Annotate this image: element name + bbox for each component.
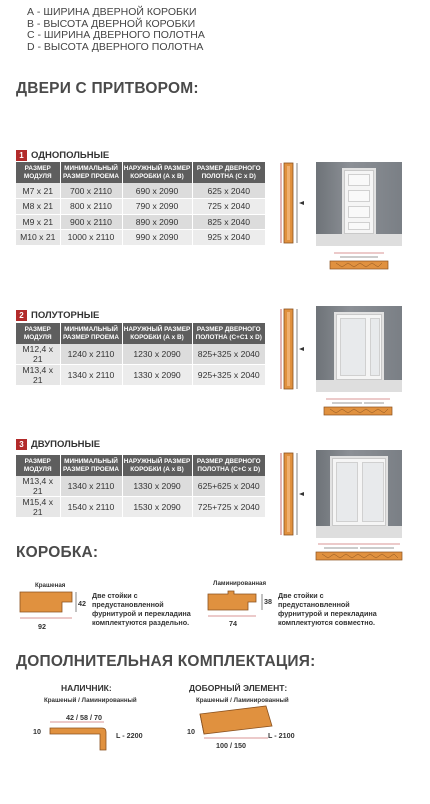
box-profile-right	[204, 588, 268, 620]
th-module: РАЗМЕР МОДУЛЯ	[16, 323, 60, 344]
legend-d: D - ВЫСОТА ДВЕРНОГО ПОЛОТНА	[27, 40, 204, 53]
cell: 1330 x 2090	[122, 365, 192, 386]
cell: M10 x 21	[16, 230, 60, 246]
cell: 825+325 x 2040	[192, 344, 265, 365]
casing-title: НАЛИЧНИК:	[61, 683, 112, 693]
section-2-title	[16, 310, 99, 321]
th-opening: МИНИМАЛЬНЫЙ РАЗМЕР ПРОЕМА	[60, 455, 122, 476]
cell: 825 x 2040	[192, 214, 265, 230]
door-photo-single	[316, 162, 402, 246]
table-row	[16, 230, 265, 246]
th-opening: МИНИМАЛЬНЫЙ РАЗМЕР ПРОЕМА	[60, 162, 122, 183]
cell: 725+725 x 2040	[192, 497, 265, 518]
extension-profile	[196, 704, 276, 740]
casing-length: L - 2200	[116, 731, 143, 740]
box-right-width: 74	[229, 619, 237, 628]
th-box: НАРУЖНЫЙ РАЗМЕР КОРОБКИ (А х В)	[122, 323, 192, 344]
cell: 625 x 2040	[192, 183, 265, 199]
section-2-label: ПОЛУТОРНЫЕ	[31, 310, 100, 321]
cell: 900 x 2110	[60, 214, 122, 230]
cell: 1540 x 2110	[60, 497, 122, 518]
cell: M9 x 21	[16, 214, 60, 230]
section-3-number: 3	[16, 439, 27, 450]
casing-thickness: 10	[33, 727, 41, 736]
cell: M13,4 x 21	[16, 476, 60, 497]
cell: M8 x 21	[16, 199, 60, 215]
box-left-note: Две стойки с предустановленной фурнитурой и перекладина комплектуются раздельно.	[92, 591, 191, 627]
door-leaf	[342, 168, 376, 236]
cell: 1330 x 2090	[122, 476, 192, 497]
cell: 1340 x 2110	[60, 365, 122, 386]
table-row	[16, 476, 265, 497]
extension-length: L - 2100	[268, 731, 295, 740]
cell: 1000 x 2110	[60, 230, 122, 246]
th-box: НАРУЖНЫЙ РАЗМЕР КОРОБКИ (А х В)	[122, 162, 192, 183]
table-row	[16, 365, 265, 386]
th-module: РАЗМЕР МОДУЛЯ	[16, 455, 60, 476]
box-left-height: 42	[78, 599, 86, 608]
th-leaf: РАЗМЕР ДВЕРНОГО ПОЛОТНА (С+С1 х D)	[192, 323, 265, 344]
th-opening: МИНИМАЛЬНЫЙ РАЗМЕР ПРОЕМА	[60, 323, 122, 344]
cell: 690 x 2090	[122, 183, 192, 199]
section-2-number: 2	[16, 310, 27, 321]
table-row	[16, 183, 265, 199]
legend-c: С - ШИРИНА ДВЕРНОГО ПОЛОТНА	[27, 29, 205, 41]
cell: M12,4 x 21	[16, 344, 60, 365]
extra-title: ДОПОЛНИТЕЛЬНАЯ КОМПЛЕКТАЦИЯ:	[16, 653, 316, 670]
section-1-label: ОДНОПОЛЬНЫЕ	[31, 150, 110, 161]
cell: 790 x 2090	[122, 199, 192, 215]
casing-sub: Крашеный / Ламинированный	[44, 697, 137, 704]
table-double	[16, 455, 265, 518]
door-leaf	[330, 456, 388, 528]
cell: 890 x 2090	[122, 214, 192, 230]
th-box: НАРУЖНЫЙ РАЗМЕР КОРОБКИ (А х В)	[122, 455, 192, 476]
section-1-number: 1	[16, 150, 27, 161]
legend-b: В - ВЫСОТА ДВЕРНОЙ КОРОБКИ	[27, 17, 196, 30]
cell: 990 x 2090	[122, 230, 192, 246]
cell: 700 x 2110	[60, 183, 122, 199]
cell: M13,4 x 21	[16, 365, 60, 386]
table-row	[16, 214, 265, 230]
cell: 800 x 2110	[60, 199, 122, 215]
extension-thickness: 10	[187, 727, 195, 736]
box-title: КОРОБКА:	[16, 544, 99, 561]
frame-side-diagram-one-and-half	[279, 306, 309, 392]
th-leaf: РАЗМЕР ДВЕРНОГО ПОЛОТНА (С х D)	[192, 162, 265, 183]
box-right-note: Две стойки с предустановленной фурнитурой и перекладина комплектуются совместно.	[278, 591, 377, 627]
table-row	[16, 199, 265, 215]
table-row	[16, 344, 265, 365]
casing-width: 42 / 58 / 70	[66, 713, 102, 722]
cell: M7 x 21	[16, 183, 60, 199]
box-left-width: 92	[38, 622, 46, 631]
cell: M15,4 x 21	[16, 497, 60, 518]
floor-plan-single	[328, 250, 390, 274]
casing-profile	[40, 720, 116, 754]
cell: 925+325 x 2040	[192, 365, 265, 386]
door-photo-one-and-half	[316, 306, 402, 392]
frame-side-diagram-single	[279, 160, 309, 246]
floor-plan-double	[314, 541, 404, 565]
section-3-label: ДВУПОЛЬНЫЕ	[31, 439, 101, 450]
door-leaf	[334, 312, 384, 382]
box-right-label: Ламинированная	[213, 580, 267, 587]
extension-sub: Крашеный / Ламинированный	[196, 697, 289, 704]
cell: 1530 x 2090	[122, 497, 192, 518]
box-right-height: 38	[264, 597, 272, 606]
section-1-title	[16, 150, 109, 161]
door-photo-double	[316, 450, 402, 538]
table-single	[16, 162, 265, 246]
legend	[27, 7, 205, 53]
th-module: РАЗМЕР МОДУЛЯ	[16, 162, 60, 183]
cell: 1230 x 2090	[122, 344, 192, 365]
cell: 725 x 2040	[192, 199, 265, 215]
table-one-and-half	[16, 323, 265, 386]
cell: 925 x 2040	[192, 230, 265, 246]
main-title: ДВЕРИ С ПРИТВОРОМ:	[16, 80, 199, 97]
box-left-label: Крашеная	[35, 582, 66, 589]
extension-title: ДОБОРНЫЙ ЭЛЕМЕНТ:	[189, 683, 288, 693]
cell: 1240 x 2110	[60, 344, 122, 365]
legend-a: А - ШИРИНА ДВЕРНОЙ КОРОБКИ	[27, 6, 197, 18]
table-row	[16, 497, 265, 518]
frame-side-diagram-double	[279, 450, 309, 538]
box-profile-left	[14, 588, 78, 622]
th-leaf: РАЗМЕР ДВЕРНОГО ПОЛОТНА (С+С х D)	[192, 455, 265, 476]
cell: 1340 x 2110	[60, 476, 122, 497]
cell: 625+625 x 2040	[192, 476, 265, 497]
section-3-title	[16, 439, 100, 450]
extension-width: 100 / 150	[216, 741, 246, 750]
floor-plan-one-and-half	[322, 396, 394, 420]
